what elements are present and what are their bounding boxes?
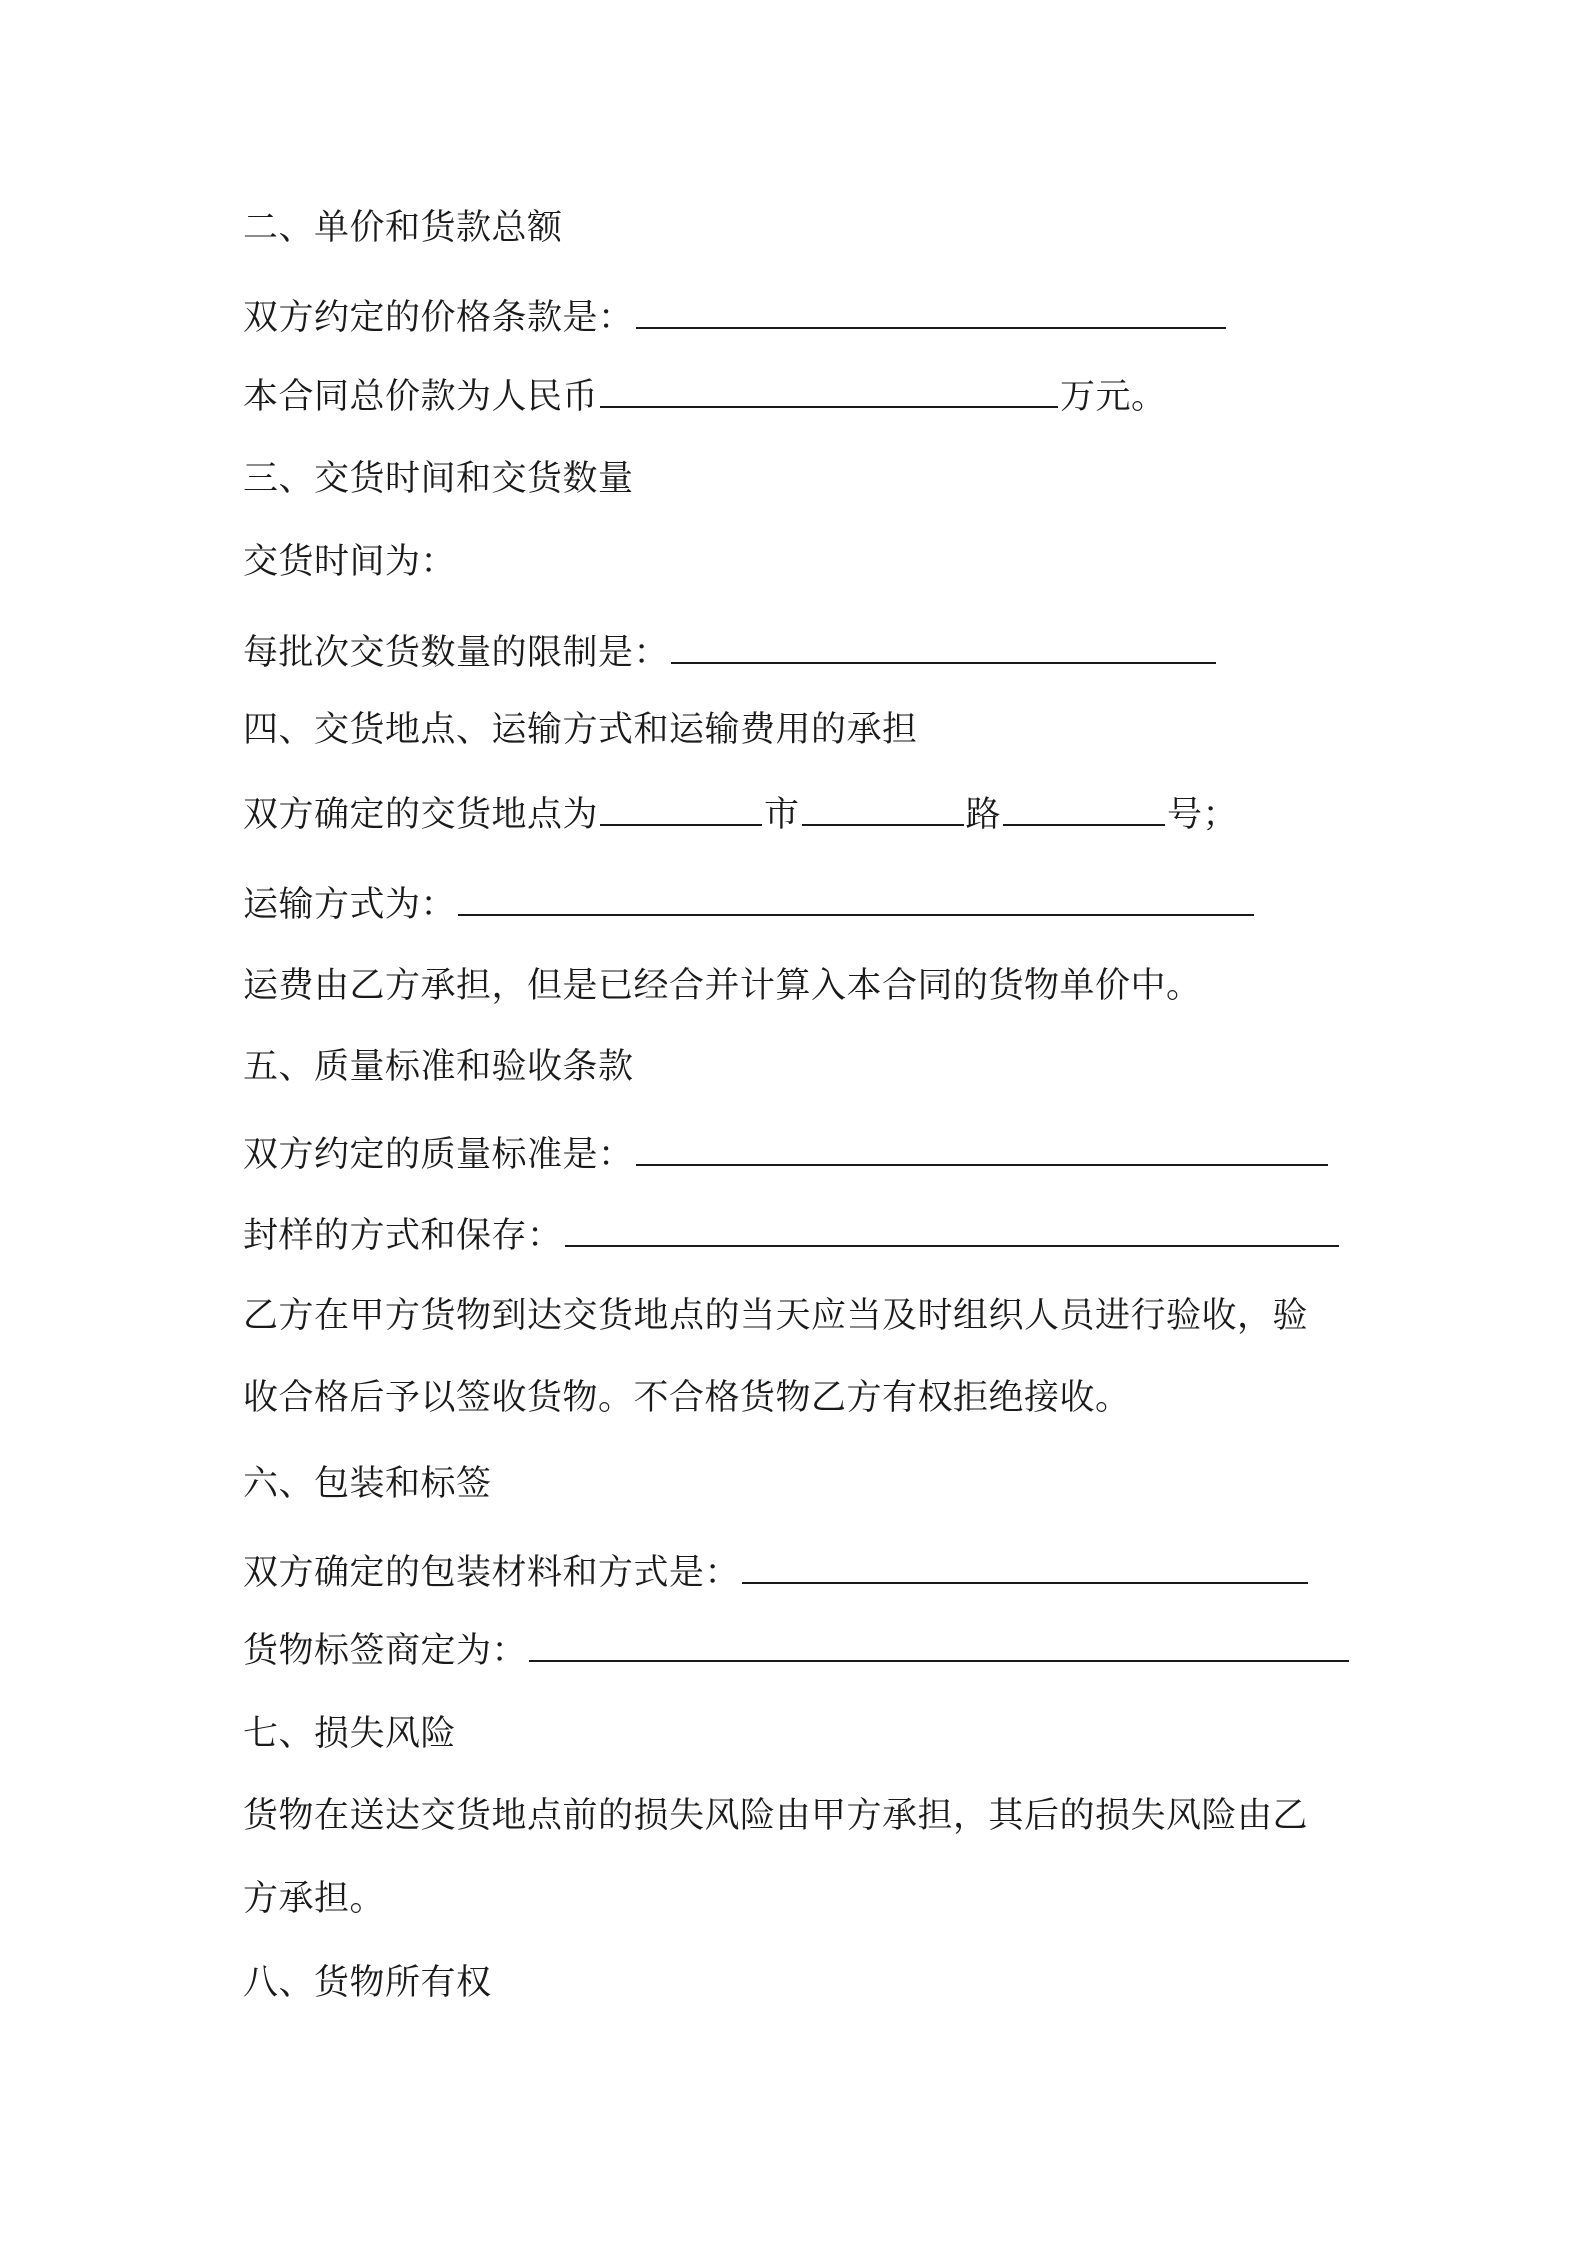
- body-text: 货物在送达交货地点前的损失风险由甲方承担，其后的损失风险由乙: [243, 1796, 1309, 1836]
- field-label: 每批次交货数量的限制是：: [243, 633, 670, 673]
- road-blank[interactable]: [802, 790, 964, 826]
- heading-text: 六、包装和标签: [243, 1464, 492, 1504]
- city-blank[interactable]: [600, 790, 762, 826]
- heading-text: 五、质量标准和验收条款: [243, 1047, 634, 1087]
- body-text: 收合格后予以签收货物。不合格货物乙方有权拒绝接收。: [243, 1378, 1131, 1418]
- section-heading-delivery: [243, 455, 634, 503]
- delivery-limit-blank[interactable]: [671, 628, 1216, 664]
- road-suffix: 路: [965, 795, 1002, 835]
- total-price-line: [243, 372, 1167, 421]
- risk-line-2: [243, 1875, 385, 1923]
- price-terms-line: [243, 293, 1228, 342]
- field-label: 封样的方式和保存：: [243, 1216, 563, 1256]
- label-line: [243, 1626, 1351, 1675]
- label-blank[interactable]: [529, 1626, 1349, 1662]
- heading-text: 八、货物所有权: [243, 1963, 492, 2003]
- heading-text: 四、交货地点、运输方式和运输费用的承担: [243, 710, 918, 750]
- section-heading-packing: [243, 1460, 492, 1508]
- total-price-blank[interactable]: [600, 372, 1058, 408]
- sample-line: [243, 1211, 1341, 1260]
- packing-blank[interactable]: [742, 1548, 1308, 1584]
- risk-line-1: [243, 1792, 1308, 1840]
- transport-blank[interactable]: [458, 880, 1254, 916]
- number-blank[interactable]: [1003, 790, 1165, 826]
- section-heading-location: [243, 706, 918, 754]
- delivery-time-line: [243, 538, 456, 586]
- heading-text: 七、损失风险: [243, 1714, 457, 1754]
- section-heading-risk: [243, 1710, 456, 1758]
- section-heading-quality: [243, 1043, 634, 1091]
- price-terms-blank[interactable]: [636, 293, 1226, 329]
- number-suffix: 号；: [1167, 795, 1239, 835]
- section-heading-ownership: [243, 1959, 492, 2007]
- field-suffix: 万元。: [1060, 377, 1167, 417]
- packing-line: [243, 1548, 1310, 1597]
- field-label: 双方约定的质量标准是：: [243, 1135, 634, 1175]
- field-label: 本合同总价款为人民币: [243, 377, 599, 417]
- body-text: 乙方在甲方货物到达交货地点的当天应当及时组织人员进行验收，验: [243, 1296, 1309, 1336]
- body-text: 运费由乙方承担，但是已经合并计算入本合同的货物单价中。: [243, 966, 1202, 1006]
- quality-standard-line: [243, 1130, 1330, 1179]
- field-label: 双方确定的交货地点为: [243, 795, 599, 835]
- section-heading-price: [243, 204, 563, 252]
- body-text: 交货时间为：: [243, 542, 457, 582]
- quality-standard-blank[interactable]: [636, 1130, 1328, 1166]
- transport-fee-line: [243, 962, 1202, 1010]
- body-text: 方承担。: [243, 1879, 386, 1919]
- sample-blank[interactable]: [565, 1211, 1339, 1247]
- delivery-location-line: [243, 790, 1238, 839]
- field-label: 货物标签商定为：: [243, 1631, 528, 1671]
- heading-text: 二、单价和货款总额: [243, 208, 563, 248]
- transport-line: [243, 880, 1256, 929]
- acceptance-line-2: [243, 1374, 1131, 1422]
- heading-text: 三、交货时间和交货数量: [243, 459, 634, 499]
- field-label: 双方确定的包装材料和方式是：: [243, 1553, 741, 1593]
- field-label: 运输方式为：: [243, 885, 457, 925]
- acceptance-line-1: [243, 1292, 1308, 1340]
- field-label: 双方约定的价格条款是：: [243, 298, 634, 338]
- city-suffix: 市: [764, 795, 800, 835]
- delivery-limit-line: [243, 628, 1218, 677]
